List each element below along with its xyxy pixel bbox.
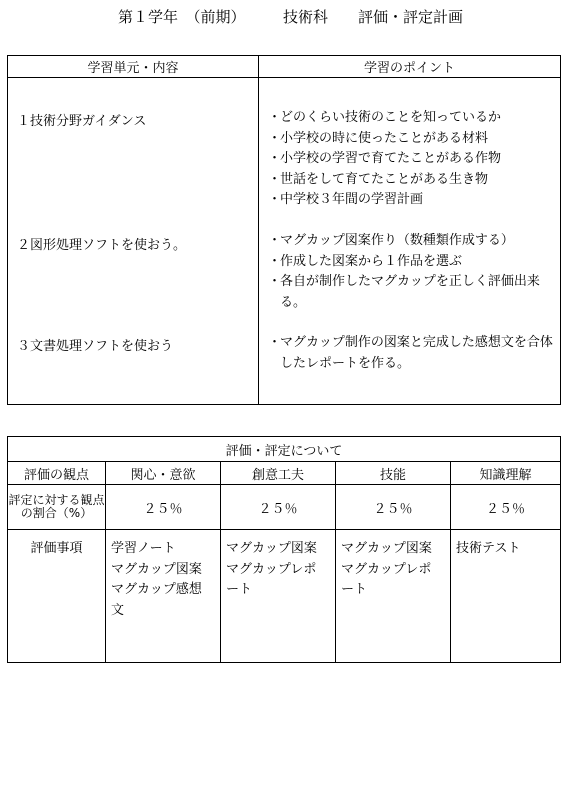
point-item: ・ 各自が制作したマグカップを正しく評価出来る。 xyxy=(268,274,540,310)
points-unit-3 xyxy=(268,333,558,374)
point-item: ・ 小学校の学習で育てたことがある作物 xyxy=(268,151,502,166)
page-title: 第１学年 （前期） 技術科 評価・評定計画 xyxy=(117,8,463,26)
unit-1: １技術分野ガイダンス xyxy=(17,114,147,129)
criterion-creativity: 創意工夫 xyxy=(221,462,336,485)
evaluation-table xyxy=(7,436,561,663)
header-unit: 学習単元・内容 xyxy=(8,56,259,78)
ratio-knowledge: ２５％ xyxy=(451,485,561,530)
point-item: ・ マグカップ制作の図案と完成した感想文を合体したレポートを作る。 xyxy=(268,335,553,371)
items-skill: マグカップ図案 マグカップレポ ート xyxy=(336,530,451,663)
point-item: ・ どのくらい技術のことを知っているか xyxy=(268,110,502,125)
unit-2: ２図形処理ソフトを使おう。 xyxy=(17,238,187,253)
point-item: ・ 作成した図案から１作品を選ぶ xyxy=(268,253,463,269)
criterion-skill: 技能 xyxy=(336,462,451,485)
ratio-creativity: ２５％ xyxy=(221,485,336,530)
items-knowledge: 技術テスト xyxy=(451,530,561,663)
points-unit-2 xyxy=(268,231,558,313)
unit-3: ３文書処理ソフトを使おう xyxy=(17,339,174,354)
items-interest: 学習ノート マグカップ図案 マグカップ感想 文 xyxy=(106,530,221,663)
ratio-row-label: 評定に対する観点の割合（%） xyxy=(8,485,106,530)
header-points: 学習のポイント xyxy=(259,56,561,78)
ratio-skill: ２５％ xyxy=(336,485,451,530)
point-item: ・ 中学校３年間の学習計画 xyxy=(268,192,424,207)
ratio-interest: ２５％ xyxy=(106,485,221,530)
point-item: ・ マグカップ図案作り（数種類作成する） xyxy=(268,233,514,248)
points-unit-1 xyxy=(268,108,558,211)
criterion-interest: 関心・意欲 xyxy=(106,462,221,485)
point-item: ・ 小学校の時に使ったことがある材料 xyxy=(268,130,489,146)
evaluation-title: 評価・評定について xyxy=(8,437,561,462)
criteria-row-label: 評価の観点 xyxy=(8,462,106,485)
items-row-label: 評価事項 xyxy=(8,530,106,663)
point-item: ・ 世話をして育てたことがある生き物 xyxy=(268,171,489,187)
criterion-knowledge: 知識理解 xyxy=(451,462,561,485)
items-creativity: マグカップ図案 マグカップレポ ート xyxy=(221,530,336,663)
